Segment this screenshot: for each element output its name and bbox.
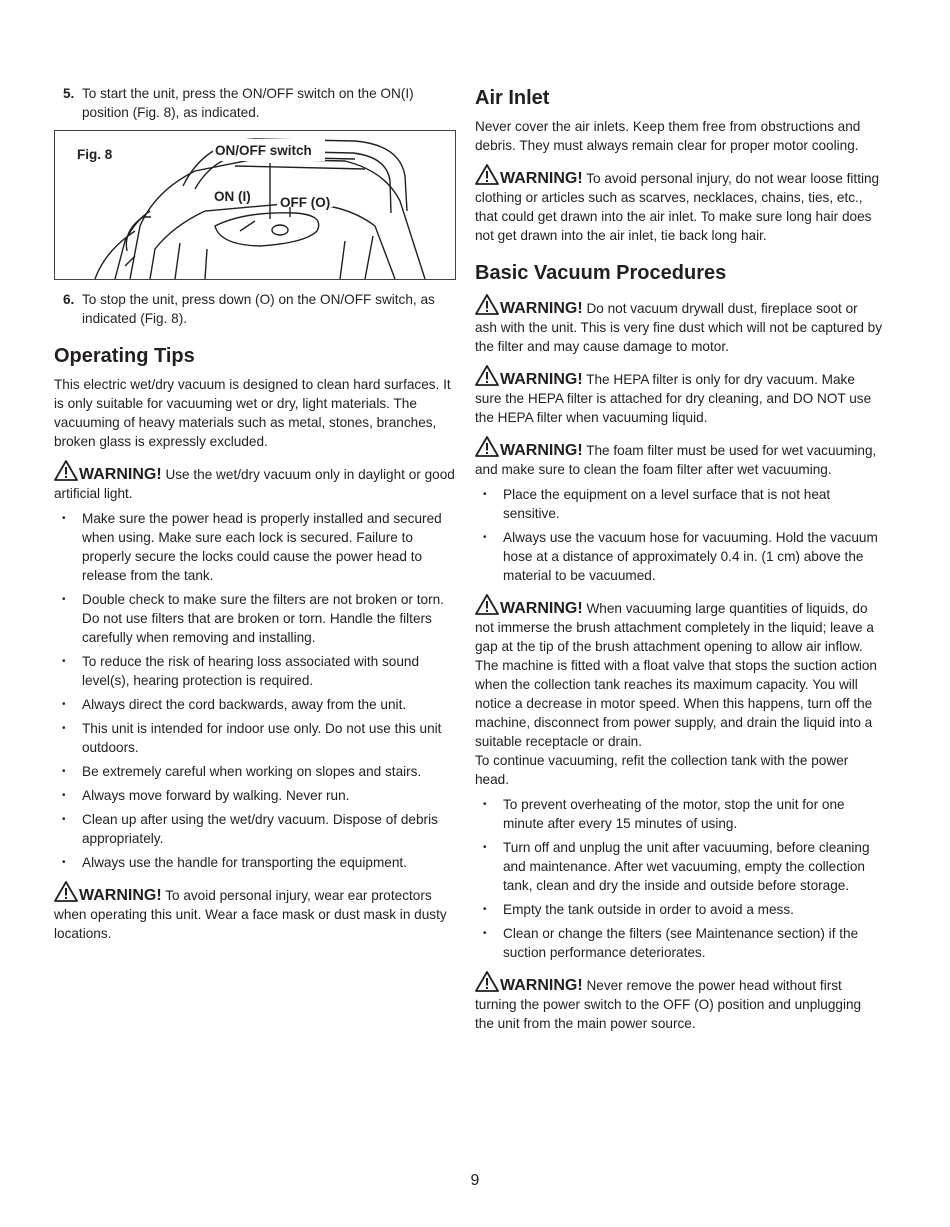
list-item: • Place the equipment on a level surface that is not heat sensitive.: [483, 487, 831, 521]
warning-triangle-icon: [475, 436, 499, 457]
list-item: • Always direct the cord backwards, away from the unit.: [62, 697, 407, 712]
warning-triangle-icon: [54, 881, 78, 902]
page-number: 9: [470, 1172, 480, 1189]
step-text: To stop the unit, press down (O) on the ON/OFF switch, as indicated (Fig. 8).: [82, 292, 435, 326]
warning-block: [475, 365, 883, 427]
warning-label: WARNING!: [500, 300, 583, 317]
warning-triangle-icon: [475, 365, 499, 386]
on-callout: ON (I): [214, 189, 251, 204]
list-item: • Make sure the power head is properly installed and secured when using. Make sure each lock is secured. Failure to properly secure the locks could cause the power head to release from the tank.: [62, 511, 442, 583]
list-item: • Double check to make sure the filters are not broken or torn. Do not use filters that are broken or torn. Handle the filters carefully when removing and installing.: [62, 592, 444, 645]
left-column: [54, 84, 456, 943]
list-item: • Always use the vacuum hose for vacuuming. Hold the vacuum hose at a distance of approximately 0.4 in. (1 cm) above the material to be vacuumed.: [483, 530, 878, 583]
right-column: [475, 86, 883, 1033]
list-item: • Turn off and unplug the unit after vacuuming, before cleaning and maintenance. After wet vacuuming, empty the collection tank, clean and dry the inside and outside before storage.: [483, 840, 870, 893]
warning-text: To avoid personal injury, wear ear protectors when operating this unit. Wear a face mask or dust mask in dusty locations.: [54, 888, 447, 941]
warning-text: When vacuuming large quantities of liquids, do not immerse the brush attachment completely in the liquid; leave a gap at the tip of the brush attachment opening to allow air inflow. The machine is fitted with a float valve that stops the suction action when the collection tank reaches its maximum capacity. You will notice a decrease in motor speed. When this happens, turn off the machine, disconnect from power supply, and drain the liquid into a suitable receptacle or drain.: [475, 601, 877, 749]
warning-label: WARNING!: [79, 887, 162, 904]
figure-8: [54, 130, 456, 280]
warning-block: [475, 294, 883, 356]
list-item: • To prevent overheating of the motor, stop the unit for one minute after every 15 minutes of using.: [483, 797, 845, 831]
warning-text: To avoid personal injury, do not wear loose fitting clothing or articles such as scarves, necklaces, chains, ties, etc., that could get drawn into the air inlet. To make sure long hair does not get drawn into the air inlet, tie back long hair.: [475, 171, 880, 243]
list-item: • Clean up after using the wet/dry vacuum. Dispose of debris appropriately.: [62, 812, 438, 846]
list-item: • Be extremely careful when working on slopes and stairs.: [62, 764, 422, 779]
continue-text: To continue vacuuming, refit the collection tank with the power head.: [475, 753, 849, 787]
warning-label: WARNING!: [500, 170, 583, 187]
warning-text: The HEPA filter is only for dry vacuum. Make sure the HEPA filter is attached for dry cleaning, and DO NOT use the HEPA filter when vacuuming liquid.: [475, 372, 872, 425]
air-inlet-heading: Air Inlet: [475, 87, 550, 109]
warning-triangle-icon: [475, 294, 499, 315]
step-number: 6.: [63, 292, 75, 307]
list-item: • Clean or change the filters (see Maintenance section) if the suction performance deteriorates.: [483, 926, 859, 960]
basic-vacuum-heading: Basic Vacuum Procedures: [475, 262, 727, 284]
figure-label: Fig. 8: [77, 147, 113, 162]
warning-block: [475, 594, 883, 751]
warning-block: [54, 460, 456, 503]
warning-text: Never remove the power head without first turning the power switch to the OFF (O) position and unplugging the unit from the main power source.: [475, 978, 862, 1031]
operating-tips-heading: Operating Tips: [54, 345, 195, 367]
list-item: • To reduce the risk of hearing loss associated with sound level(s), hearing protection is required.: [62, 654, 420, 688]
procedures-list: [475, 485, 883, 585]
warning-label: WARNING!: [79, 466, 162, 483]
warning-block: [475, 164, 883, 245]
warning-triangle-icon: [475, 594, 499, 615]
air-inlet-text: Never cover the air inlets. Keep them free from obstructions and debris. They must always remain clear for proper motor cooling.: [475, 119, 861, 153]
list-item: • Always move forward by walking. Never run.: [62, 788, 350, 803]
warning-triangle-icon: [475, 164, 499, 185]
warning-label: WARNING!: [500, 442, 583, 459]
warning-block: [54, 881, 456, 943]
warning-text: Do not vacuum drywall dust, fireplace soot or ash with the unit. This is very fine dust which will not be captured by the filter and may cause damage to motor.: [475, 301, 883, 354]
list-item: • This unit is intended for indoor use only. Do not use this unit outdoors.: [62, 721, 442, 755]
switch-callout: ON/OFF switch: [215, 143, 312, 158]
warning-label: WARNING!: [500, 371, 583, 388]
warning-triangle-icon: [475, 971, 499, 992]
warning-text: The foam filter must be used for wet vacuuming, and make sure to clean the foam filter after wet vacuuming.: [475, 443, 877, 477]
operating-tips-list: [54, 509, 456, 872]
step-5: [54, 84, 456, 122]
warning-label: WARNING!: [500, 600, 583, 617]
warning-block: [475, 436, 883, 479]
operating-tips-intro: This electric wet/dry vacuum is designed to clean hard surfaces. It is only suitable for vacuuming wet or dry, light materials. The vacuuming of heavy materials such as metal, stones, branches, broken glass is expressly excluded.: [54, 377, 451, 449]
step-text: To start the unit, press the ON/OFF switch on the ON(I) position (Fig. 8), as indicated.: [82, 86, 414, 120]
warning-text: Use the wet/dry vacuum only in daylight or good artificial light.: [54, 467, 455, 501]
warning-label: WARNING!: [500, 977, 583, 994]
step-number: 5.: [63, 86, 75, 101]
warning-triangle-icon: [54, 460, 78, 481]
list-item: • Empty the tank outside in order to avoid a mess.: [483, 902, 794, 917]
step-6: [54, 290, 456, 328]
list-item: • Always use the handle for transporting the equipment.: [62, 855, 407, 870]
procedures-list-2: [475, 795, 883, 962]
warning-block: [475, 971, 883, 1033]
off-callout: OFF (O): [280, 195, 331, 210]
